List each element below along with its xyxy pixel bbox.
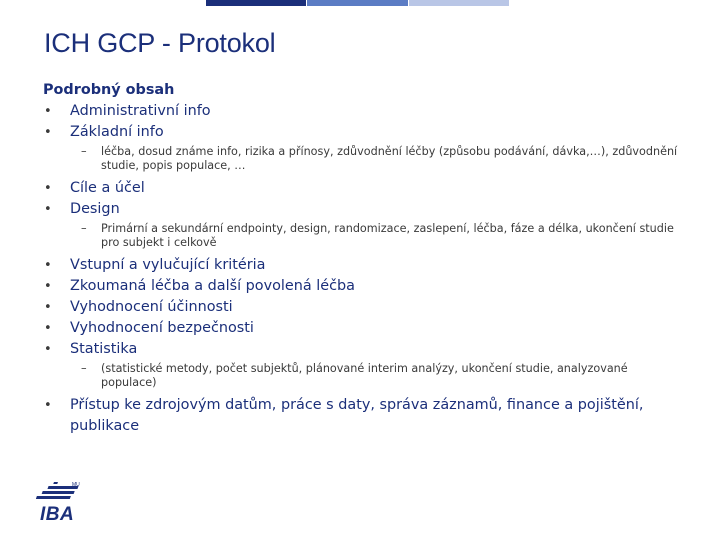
sub-list-item: – (statistické metody, počet subjektů, plánované interim analýzy, ukončení studie, analyzované populace)	[81, 362, 628, 389]
bullet-icon: •	[44, 181, 52, 196]
bullet-icon: •	[44, 104, 52, 119]
bullet-icon: •	[44, 398, 52, 413]
bullet-icon: •	[44, 125, 52, 140]
bullet-icon: •	[44, 321, 52, 336]
list-item: • Základní info	[43, 122, 683, 143]
list-item: • Cíle a účel	[43, 178, 683, 199]
dash-icon: –	[81, 222, 87, 235]
slide-title: ICH GCP - Protokol	[44, 28, 276, 58]
list-item: • Administrativní info	[43, 101, 683, 122]
list-item: • Statistika	[43, 339, 683, 360]
list-item: • Zkoumaná léčba a další povolená léčba	[43, 276, 683, 297]
bullet-icon: •	[44, 300, 52, 315]
sub-list-item: – Primární a sekundární endpointy, design, randomizace, zaslepení, léčba, fáze a délka, ukončení studie pro subjekt i celkově	[81, 222, 674, 249]
bullet-icon: •	[44, 279, 52, 294]
list-item: • Vstupní a vylučující kritéria	[43, 255, 683, 276]
list-item: • Vyhodnocení účinnosti	[43, 297, 683, 318]
dash-icon: –	[81, 145, 87, 158]
list-item: • Přístup ke zdrojovým datům, práce s daty, správa záznamů, finance a pojištění, publikace	[44, 397, 644, 434]
dash-icon: –	[81, 362, 87, 375]
content-subheading: Podrobný obsah	[43, 82, 175, 98]
iba-logo	[36, 482, 86, 528]
list-item: • Vyhodnocení bezpečnosti	[43, 318, 683, 339]
top-bar-segment-2	[307, 0, 407, 6]
list-item: • Design	[43, 199, 683, 220]
bullet-icon: •	[44, 202, 52, 217]
sub-list-item: – léčba, dosud známe info, rizika a přínosy, zdůvodnění léčby (způsobu podávání, dávka,…), zdůvodnění studie, popis populace, …	[81, 145, 678, 172]
top-accent-bar	[206, 0, 510, 6]
logo-text: IBA	[40, 504, 75, 525]
slide-content	[43, 80, 683, 437]
top-bar-segment-3	[409, 0, 509, 6]
logo-mu-text: MU	[72, 482, 80, 488]
bullet-icon: •	[44, 258, 52, 273]
top-bar-segment-1	[206, 0, 306, 6]
bullet-icon: •	[44, 342, 52, 357]
